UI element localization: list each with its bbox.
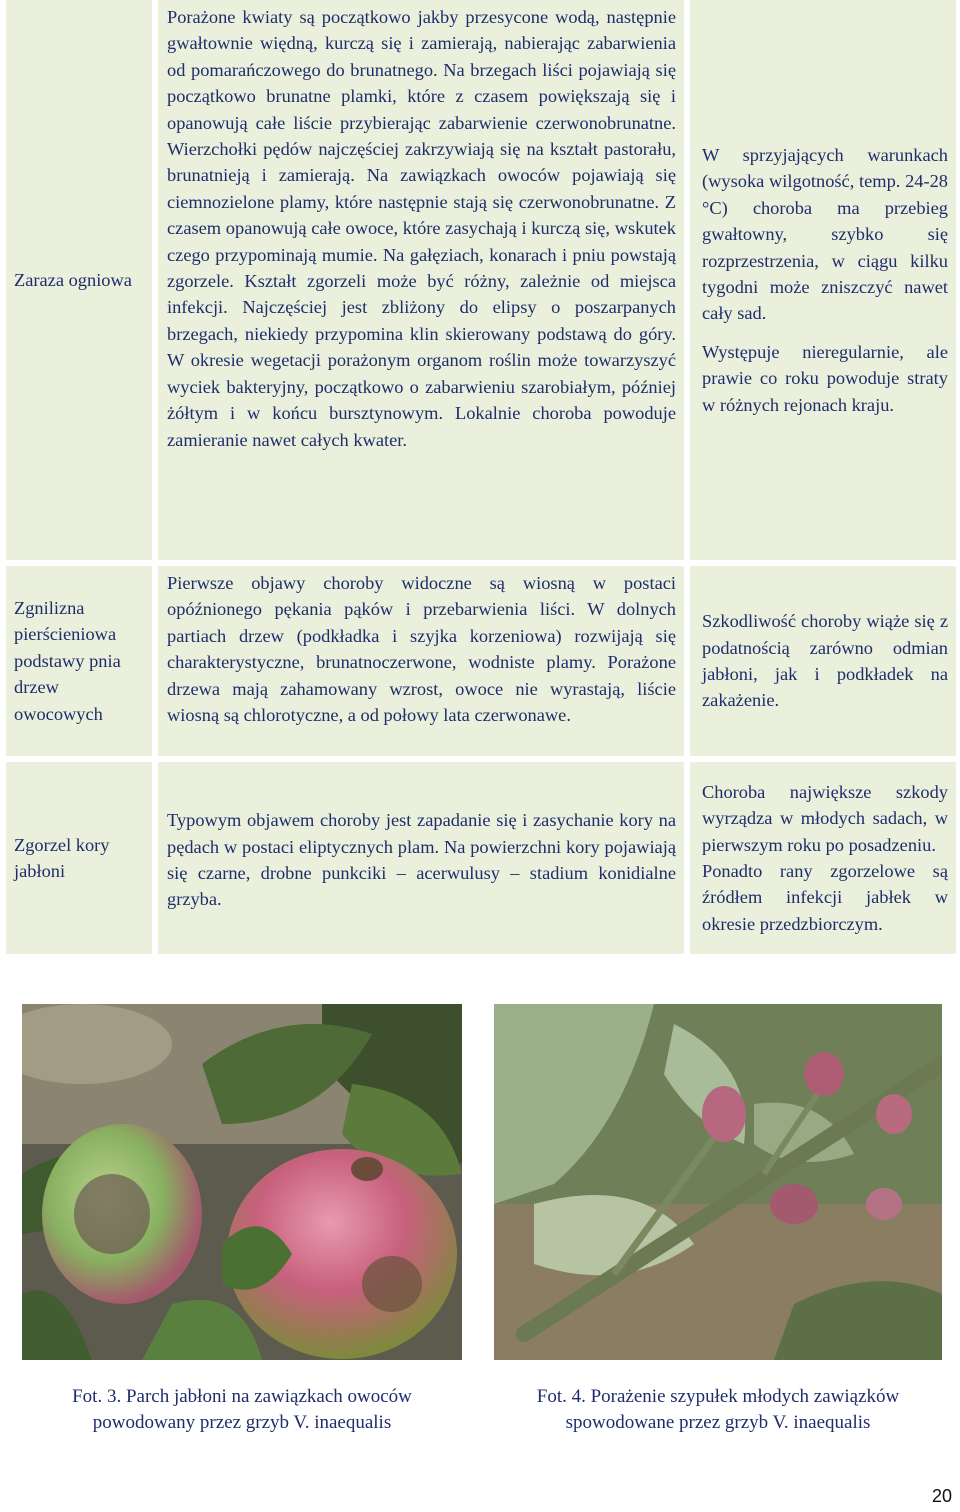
photo-caption-3: Fot. 3. Parch jabłoni na zawiązkach owoców powodowany przez grzyb V. inaequalis xyxy=(72,1386,412,1433)
disease-symptoms-collar-rot: Pierwsze objawy choroby widoczne są wiosną w postaci opóźnionego pękania pąków i przebarwienia liści. W dolnych partiach drzew (podkładka i szyjka korzeniowa) rozwijają się charakterystyczne, brunatnoczerwone, wodniste plamy. Porażone drzewa mają zahamowany wzrost, owoce nie wyrastają, liście wiosną są chlorotyczne, a od połowy lata czerwonawe. xyxy=(158,566,684,756)
disease-symptoms-bark-canker: Typowym objawem choroby jest zapadanie się i zasychanie kory na pędach w postaci eliptycznych plam. Na powierzchni kory pojawiają się czarne, drobne punkciki – acerwulusy – stadium konidialne grzyba. xyxy=(158,762,684,954)
disease-conditions-collar-rot: Szkodliwość choroby wiąże się z podatnością zarówno odmian jabłoni, jak i podkładek na zakażenie. xyxy=(690,566,956,756)
disease-conditions-bark-canker: Choroba największe szkody wyrządza w młodych sadach, w pierwszym roku po posadzeniu. Ponadto rany zgorzelowe są źródłem infekcji jabłek w okresie przedzbiorczym. xyxy=(690,762,956,954)
photo-caption-4: Fot. 4. Porażenie szypułek młodych zawiązków spowodowane przez grzyb V. inaequalis xyxy=(536,1386,900,1433)
photo-apple-scab-fruitlets xyxy=(22,1004,462,1360)
disease-conditions-fire-blight: W sprzyjających warunkach (wysoka wilgotność, temp. 24-28 °C) choroba ma przebieg gwałtowny, szybko się rozprzestrzenia, w ciągu kilku tygodni może zniszczyć nawet cały sad. Występuje nieregularnie, ale prawie co roku powoduje straty w różnych rejonach kraju. xyxy=(690,0,956,560)
disease-name-collar-rot: Zgnilizna pierścieniowa podstawy pnia drzew owocowych xyxy=(6,566,152,756)
disease-table xyxy=(6,0,956,954)
photo-infected-fruitlet-stems xyxy=(494,1004,942,1360)
disease-symptoms-fire-blight: Porażone kwiaty są początkowo jakby przesycone wodą, następnie gwałtownie więdną, kurczą się i zamierają, nabierając zabarwienia od pomarańczowego do brunatnego. Na brzegach liści pojawiają się początkowo brunatne plamki, które z czasem powiększają się i opanowują całe liście przybierając zabarwienie czerwonobrunatne. Wierzchołki pędów najczęściej zakrzywiają się na kształt pastorału, brunatnieją i zamierają. Na zawiązkach owoców pojawiają się ciemnozielone plamy, które następnie stają się czerwonobrunatne. Z czasem opanowują całe owoce, które zasychają i kurczą się, wskutek czego przypominają mumie. Na gałęziach, konarach i pniu powstają zgorzele. Kształt zgorzeli może być różny, zależnie od miejsca infekcji. Najczęściej jest zbliżony do elipsy o poszarpanych brzegach, niekiedy przypomina klin skierowany podstawą do góry. W okresie wegetacji porażonym organom roślin może towarzyszyć wyciek bakteryjny, początkowo o zabarwieniu szarobiałym, później żółtym i w końcu bursztynowym. Lokalnie choroba powoduje zamieranie nawet całych kwater. xyxy=(158,0,684,560)
disease-name-fire-blight: Zaraza ogniowa xyxy=(6,0,152,560)
disease-name-bark-canker: Zgorzel kory jabłoni xyxy=(6,762,152,954)
page-number: 20 xyxy=(931,1486,952,1506)
